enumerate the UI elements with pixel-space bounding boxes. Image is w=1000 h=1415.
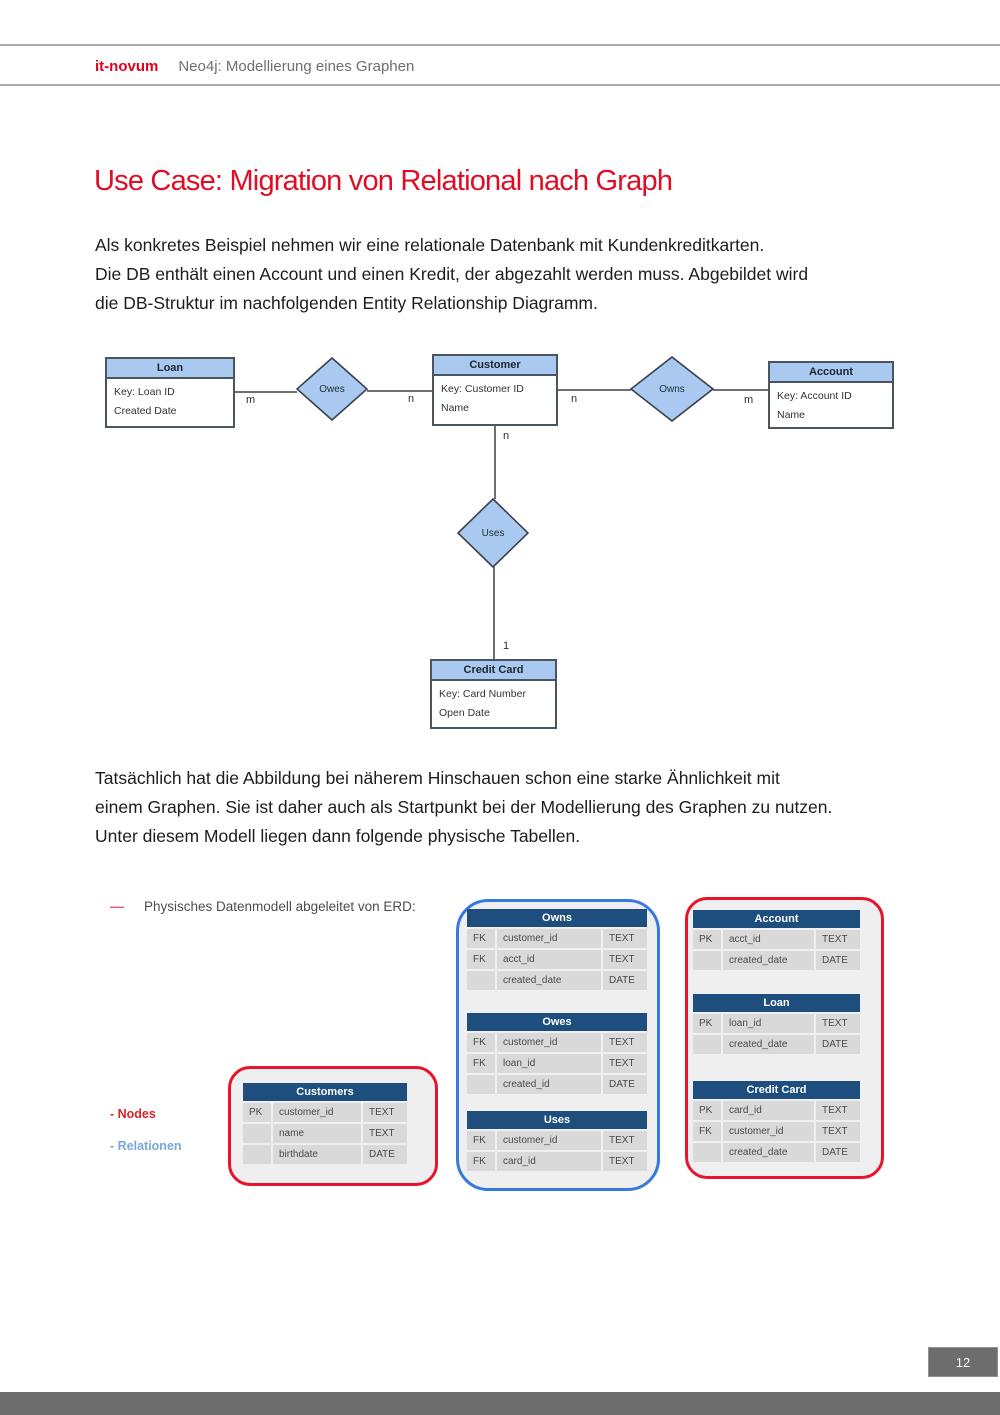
relationship-owns (630, 356, 714, 422)
table-cell: DATE (816, 951, 860, 970)
table-row (693, 1143, 860, 1162)
entity-attribute: Name (441, 402, 470, 414)
table-credit-card (693, 1081, 860, 1162)
relationship-owes (296, 357, 368, 421)
table-cell: name (273, 1124, 361, 1143)
entity-attribute: Name (777, 409, 806, 421)
paragraph-line: Als konkretes Beispiel nehmen wir eine relationale Datenbank mit Kundenkreditkarten. (95, 235, 765, 255)
er-line-loan-owes (235, 391, 297, 393)
cardinality-label: n (503, 430, 510, 442)
table-body (467, 929, 647, 990)
table-cell: created_date (723, 951, 814, 970)
table-cell (693, 1143, 721, 1162)
section-heading: Use Case: Migration von Relational nach Graph (94, 165, 673, 197)
table-uses (467, 1111, 647, 1171)
table-cell: FK (467, 929, 495, 948)
table-row (467, 1152, 647, 1171)
table-row (693, 1014, 860, 1033)
table-row (467, 950, 647, 969)
entity-title: Account (770, 363, 892, 383)
table-cell: TEXT (816, 1122, 860, 1141)
table-cell: FK (467, 1152, 495, 1171)
table-cell: created_date (497, 971, 601, 990)
table-cell: TEXT (603, 950, 647, 969)
paragraph-line: Die DB enthält einen Account und einen Kredit, der abgezahlt werden muss. Abgebildet wird (95, 264, 809, 284)
cardinality-label: n (408, 393, 415, 405)
page-header (95, 58, 414, 75)
table-account (693, 910, 860, 970)
table-cell: FK (467, 1131, 495, 1150)
er-line-owns-account (713, 389, 769, 391)
table-cell (243, 1124, 271, 1143)
table-cell: FK (467, 1033, 495, 1052)
table-body (243, 1103, 407, 1164)
caption-dash: — (110, 898, 124, 914)
table-cell: acct_id (497, 950, 601, 969)
table-title: Loan (693, 994, 860, 1012)
table-cell: FK (467, 1054, 495, 1073)
er-line-uses-creditcard (493, 567, 495, 660)
entity-title: Credit Card (432, 661, 555, 681)
table-title: Uses (467, 1111, 647, 1129)
cardinality-label: 1 (503, 640, 510, 652)
table-cell: created_date (723, 1143, 814, 1162)
table-cell (467, 1075, 495, 1094)
table-row (243, 1124, 407, 1143)
table-cell: DATE (816, 1143, 860, 1162)
table-body (693, 930, 860, 970)
paragraph-line: Tatsächlich hat die Abbildung bei näherem Hinschauen schon eine starke Ähnlichkeit mit (95, 768, 780, 788)
table-row (467, 929, 647, 948)
table-body (467, 1033, 647, 1094)
paragraph-2 (95, 764, 975, 851)
table-cell: TEXT (603, 1054, 647, 1073)
cardinality-label: m (246, 394, 256, 406)
entity-credit-card (430, 659, 557, 729)
header-bottom-rule (0, 84, 1000, 86)
table-cell: PK (693, 1101, 721, 1120)
entity-attribute: Key: Loan ID (114, 386, 175, 398)
table-cell: customer_id (273, 1103, 361, 1122)
legend-relations: - Relationen (110, 1139, 182, 1153)
table-cell: birthdate (273, 1145, 361, 1164)
table-cell (243, 1145, 271, 1164)
table-cell: created_date (723, 1035, 814, 1054)
entity-attribute: Created Date (114, 405, 177, 417)
table-body (693, 1101, 860, 1162)
relationship-label: Owes (319, 383, 345, 395)
physical-model-caption: Physisches Datenmodell abgeleitet von ERD: (144, 899, 416, 914)
table-title: Account (693, 910, 860, 928)
document-title: Neo4j: Modellierung eines Graphen (178, 58, 415, 75)
table-cell: TEXT (816, 1101, 860, 1120)
table-body (693, 1014, 860, 1054)
table-row (693, 1101, 860, 1120)
table-title: Owns (467, 909, 647, 927)
table-cell: TEXT (363, 1103, 407, 1122)
table-owes (467, 1013, 647, 1094)
table-cell: customer_id (723, 1122, 814, 1141)
entity-account (768, 361, 894, 429)
table-cell: customer_id (497, 1033, 601, 1052)
er-line-customer-uses (494, 426, 496, 499)
table-cell: TEXT (816, 1014, 860, 1033)
table-cell: TEXT (363, 1124, 407, 1143)
er-line-owes-customer (367, 390, 433, 392)
table-cell: TEXT (816, 930, 860, 949)
cardinality-label: m (744, 394, 754, 406)
relationship-label: Uses (481, 527, 505, 539)
entity-attribute: Key: Customer ID (441, 383, 524, 395)
table-cell: DATE (816, 1035, 860, 1054)
table-row (693, 930, 860, 949)
entity-attribute: Open Date (439, 707, 490, 719)
table-row (467, 1033, 647, 1052)
table-cell (693, 1035, 721, 1054)
brand-logo-text: it-novum (95, 58, 159, 75)
relationship-uses (457, 498, 529, 568)
table-cell: PK (693, 930, 721, 949)
table-cell: FK (467, 950, 495, 969)
table-row (693, 951, 860, 970)
table-cell: PK (243, 1103, 271, 1122)
table-title: Owes (467, 1013, 647, 1031)
header-top-rule (0, 44, 1000, 46)
table-row (693, 1035, 860, 1054)
footer-bar (0, 1392, 1000, 1415)
table-cell: FK (693, 1122, 721, 1141)
table-cell: card_id (497, 1152, 601, 1171)
table-cell: TEXT (603, 1131, 647, 1150)
table-row (467, 1131, 647, 1150)
table-cell: DATE (603, 971, 647, 990)
table-cell: DATE (363, 1145, 407, 1164)
entity-title: Customer (434, 356, 556, 376)
entity-attribute: Key: Card Number (439, 688, 526, 700)
table-cell: loan_id (723, 1014, 814, 1033)
entity-title: Loan (107, 359, 233, 379)
entity-attribute: Key: Account ID (777, 390, 852, 402)
entity-loan (105, 357, 235, 428)
entity-customer (432, 354, 558, 426)
table-owns (467, 909, 647, 990)
table-cell: DATE (603, 1075, 647, 1094)
table-cell (467, 971, 495, 990)
table-cell: card_id (723, 1101, 814, 1120)
table-row (467, 1075, 647, 1094)
table-cell: customer_id (497, 929, 601, 948)
table-loan (693, 994, 860, 1054)
table-cell: acct_id (723, 930, 814, 949)
table-row (243, 1103, 407, 1122)
er-line-customer-owns (558, 389, 631, 391)
table-title: Credit Card (693, 1081, 860, 1099)
table-cell: customer_id (497, 1131, 601, 1150)
paragraph-line: Unter diesem Modell liegen dann folgende physische Tabellen. (95, 826, 581, 846)
legend-nodes: - Nodes (110, 1107, 156, 1121)
table-row (467, 1054, 647, 1073)
paragraph-line: einem Graphen. Sie ist daher auch als Startpunkt bei der Modellierung des Graphen zu nutzen. (95, 797, 833, 817)
relationship-label: Owns (659, 383, 685, 395)
table-cell: PK (693, 1014, 721, 1033)
table-row (693, 1122, 860, 1141)
table-customers (243, 1083, 407, 1164)
cardinality-label: n (571, 393, 578, 405)
table-row (243, 1145, 407, 1164)
table-cell: TEXT (603, 1033, 647, 1052)
table-cell: TEXT (603, 929, 647, 948)
table-cell: loan_id (497, 1054, 601, 1073)
table-cell: created_id (497, 1075, 601, 1094)
paragraph-line: die DB-Struktur im nachfolgenden Entity Relationship Diagramm. (95, 293, 598, 313)
table-row (467, 971, 647, 990)
paragraph-1 (95, 231, 975, 318)
table-title: Customers (243, 1083, 407, 1101)
page-number: 12 (928, 1347, 998, 1377)
table-body (467, 1131, 647, 1171)
table-cell: TEXT (603, 1152, 647, 1171)
table-cell (693, 951, 721, 970)
